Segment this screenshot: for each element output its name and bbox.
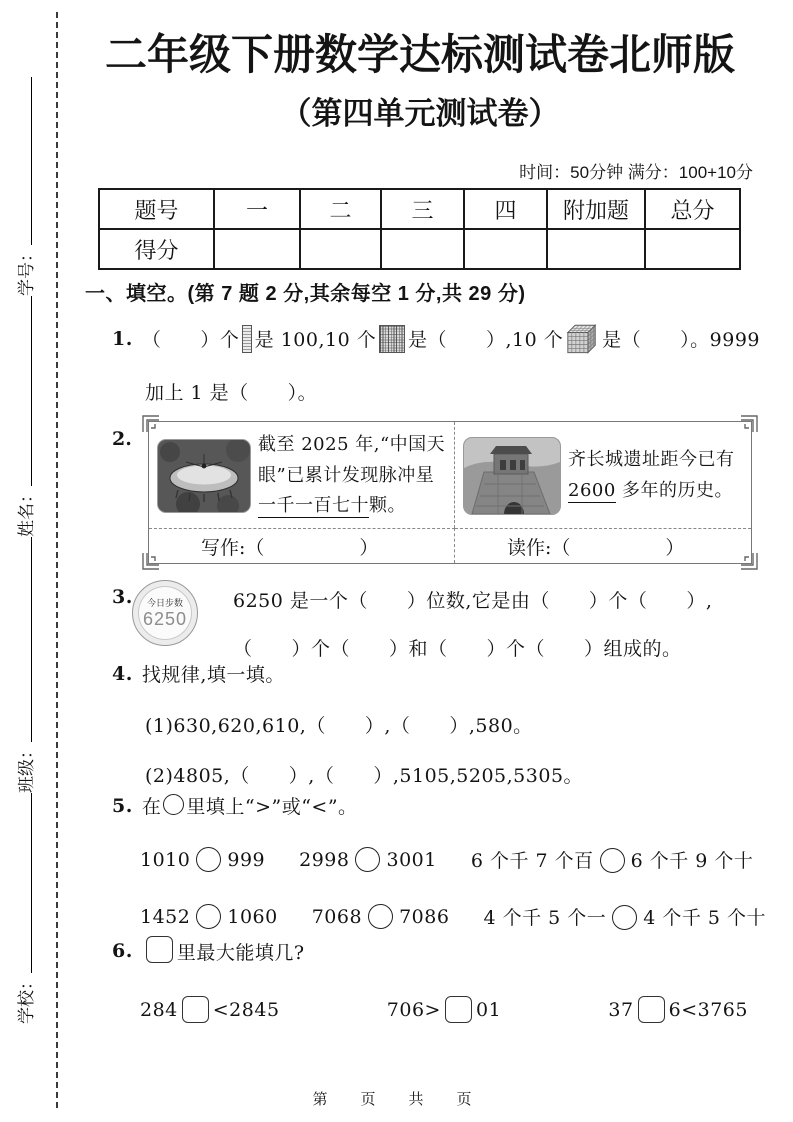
q2-left-text-part: 截至 2025 年,“中国天眼”已累计发现脉冲星 [258, 434, 446, 486]
fill-left: 706> [386, 999, 441, 1021]
student-id-blank-line [14, 77, 32, 245]
header-cell: 四 [464, 189, 547, 229]
q6-prompt-text: 里最大能填几? [176, 941, 305, 964]
q2-left-text-part: 颗。 [369, 495, 406, 517]
compare-item [299, 847, 437, 875]
name-blank-line [14, 296, 32, 486]
header-cell: 题号 [99, 189, 214, 229]
compare-right: 1060 [227, 906, 278, 928]
q1-text: 加上 1 是（ ）。 [145, 382, 318, 404]
q2-read-label: 读作:（ ） [507, 536, 685, 559]
score-table [98, 188, 741, 270]
score-cell [547, 229, 645, 269]
question-number: 3. [112, 586, 133, 608]
compare-left: 1010 [140, 849, 191, 871]
compare-circle-blank [600, 848, 625, 873]
q2-right-text-part: 齐长城遗址距今已有 [568, 449, 735, 471]
question-number: 4. [112, 662, 133, 685]
header-cell: 总分 [645, 189, 740, 229]
score-table-header-row [99, 189, 740, 229]
compare-left: 6 个千 7 个百 [470, 850, 594, 872]
binding-dashed-line [56, 12, 58, 1108]
question-6 [112, 936, 760, 1026]
compare-item [471, 846, 754, 876]
fill-right: 01 [475, 999, 502, 1021]
score-table-score-row [99, 229, 740, 269]
fill-square-blank [146, 936, 173, 963]
q2-right-panel [455, 422, 751, 528]
compare-right: 6 个千 9 个十 [630, 850, 754, 872]
question-4-item-1 [145, 711, 760, 738]
q1-text: 是（ ）,10 个 [407, 329, 564, 351]
step-counter-badge [132, 580, 198, 646]
q2-left-text [258, 430, 448, 522]
compare-left: 1452 [140, 906, 191, 928]
class-blank-line [14, 537, 32, 742]
badge-value: 6250 [142, 609, 188, 629]
header-cell: 二 [300, 189, 381, 229]
compare-item [140, 904, 278, 932]
student-info-sidebar [12, 77, 37, 1116]
compare-right: 7086 [399, 906, 450, 928]
school-blank-line [14, 793, 32, 973]
question-5 [112, 792, 767, 933]
hundreds-flat-icon [379, 325, 405, 353]
question-1-line-2 [145, 378, 760, 405]
compare-circle-blank [355, 847, 380, 872]
question-4-item-2 [145, 761, 760, 788]
question-number: 1. [112, 327, 133, 350]
score-cell [645, 229, 740, 269]
fill-right: 6<3765 [668, 999, 748, 1021]
fill-square-blank [182, 996, 209, 1023]
compare-right: 3001 [386, 849, 437, 871]
header-cell: 附加题 [547, 189, 645, 229]
fill-item [608, 996, 748, 1026]
question-number: 5. [112, 794, 133, 817]
question-1-line-1 [112, 322, 760, 355]
page-footer: 第 页 共 页 [312, 1091, 481, 1108]
question-3-text [233, 586, 758, 661]
q2-write-answer [149, 528, 455, 563]
header-cell: 一 [214, 189, 300, 229]
compare-circle-blank [196, 847, 221, 872]
fill-left: 37 [608, 999, 634, 1021]
student-id-label: 学号： [17, 245, 36, 296]
score-row-label: 得分 [99, 229, 214, 269]
q1-text: 是 100,10 个 [254, 329, 377, 351]
q3-line-1: 6250 是一个（ ）位数,它是由（ ）个（ ）, [233, 590, 713, 612]
badge-title: 今日步数 [146, 598, 183, 608]
q4-item-text: (1)630,620,610,（ ）,（ ）,580。 [145, 715, 533, 737]
compare-item [483, 903, 766, 933]
qi-great-wall-photo [463, 437, 561, 515]
compare-item [140, 847, 265, 875]
q1-text: 是（ ）。9999 [602, 329, 760, 351]
compare-circle-blank [368, 904, 393, 929]
question-6-prompt [112, 936, 760, 966]
score-cell [381, 229, 464, 269]
page-title: 二年级下册数学达标测试卷北师版 [104, 31, 735, 78]
compare-left: 7068 [311, 906, 363, 928]
fill-right: <2845 [212, 999, 280, 1021]
q2-read-answer [455, 528, 751, 563]
question-4 [112, 660, 760, 788]
question-number: 2. [112, 428, 132, 450]
question-4-prompt [112, 660, 760, 687]
fill-square-blank [638, 996, 665, 1023]
compare-left: 2998 [299, 849, 350, 871]
question-1 [112, 322, 760, 405]
name-label: 姓名： [17, 486, 36, 537]
q5-prompt-text: 在 [141, 796, 162, 818]
fret-corner-ornament [740, 552, 758, 570]
q5-prompt-text: 里填上“>”或“<”。 [186, 796, 358, 818]
fast-telescope-photo [157, 439, 251, 513]
header-cell: 三 [381, 189, 464, 229]
q2-right-text-part: 多年的历史。 [615, 480, 734, 501]
compare-right: 4 个千 5 个十 [643, 907, 767, 929]
school-label: 学校： [17, 973, 36, 1024]
section-heading: 一、填空。(第 7 题 2 分,其余每空 1 分,共 29 分) [85, 283, 526, 305]
compare-circle-blank [163, 794, 184, 815]
question-number: 6. [112, 940, 133, 962]
thousands-cube-icon [566, 322, 599, 355]
compare-left: 4 个千 5 个一 [483, 907, 607, 929]
q4-item-text: (2)4805,（ ）,（ ）,5105,5205,5305。 [145, 765, 584, 787]
q5-row-1 [140, 846, 760, 876]
compare-right: 999 [227, 849, 266, 871]
fill-item [140, 996, 280, 1026]
score-cell [300, 229, 381, 269]
fret-corner-ornament [142, 552, 160, 570]
q4-prompt-text: 找规律,填一填。 [141, 664, 285, 686]
compare-circle-blank [196, 904, 221, 929]
q5-row-2 [140, 903, 767, 933]
q3-line-2: （ ）个（ ）和（ ）个（ ）组成的。 [233, 638, 682, 660]
compare-item [312, 904, 450, 932]
q2-left-underlined-number: 一千一百七十 [258, 495, 369, 517]
q1-text: （ ）个 [141, 329, 240, 351]
fill-item [387, 996, 501, 1026]
q2-write-label: 写作:（ ） [201, 536, 379, 559]
class-label: 班级： [17, 742, 36, 793]
question-5-prompt [112, 792, 760, 819]
fret-corner-ornament [142, 415, 160, 433]
page-subtitle: （第四单元测试卷） [280, 96, 560, 131]
q6-row [140, 996, 748, 1026]
tens-rod-icon [242, 325, 251, 353]
q2-right-underlined-number: 2600 [568, 480, 616, 501]
q2-right-text [568, 445, 745, 506]
fill-square-blank [445, 996, 472, 1023]
score-cell [464, 229, 547, 269]
fill-left: 284 [140, 999, 178, 1021]
question-2-box [148, 421, 752, 564]
exam-info: 时间：50分钟 满分：100+10分 [519, 163, 753, 182]
fret-corner-ornament [740, 415, 758, 433]
q2-left-panel [149, 422, 455, 528]
score-cell [214, 229, 300, 269]
compare-circle-blank [612, 905, 637, 930]
